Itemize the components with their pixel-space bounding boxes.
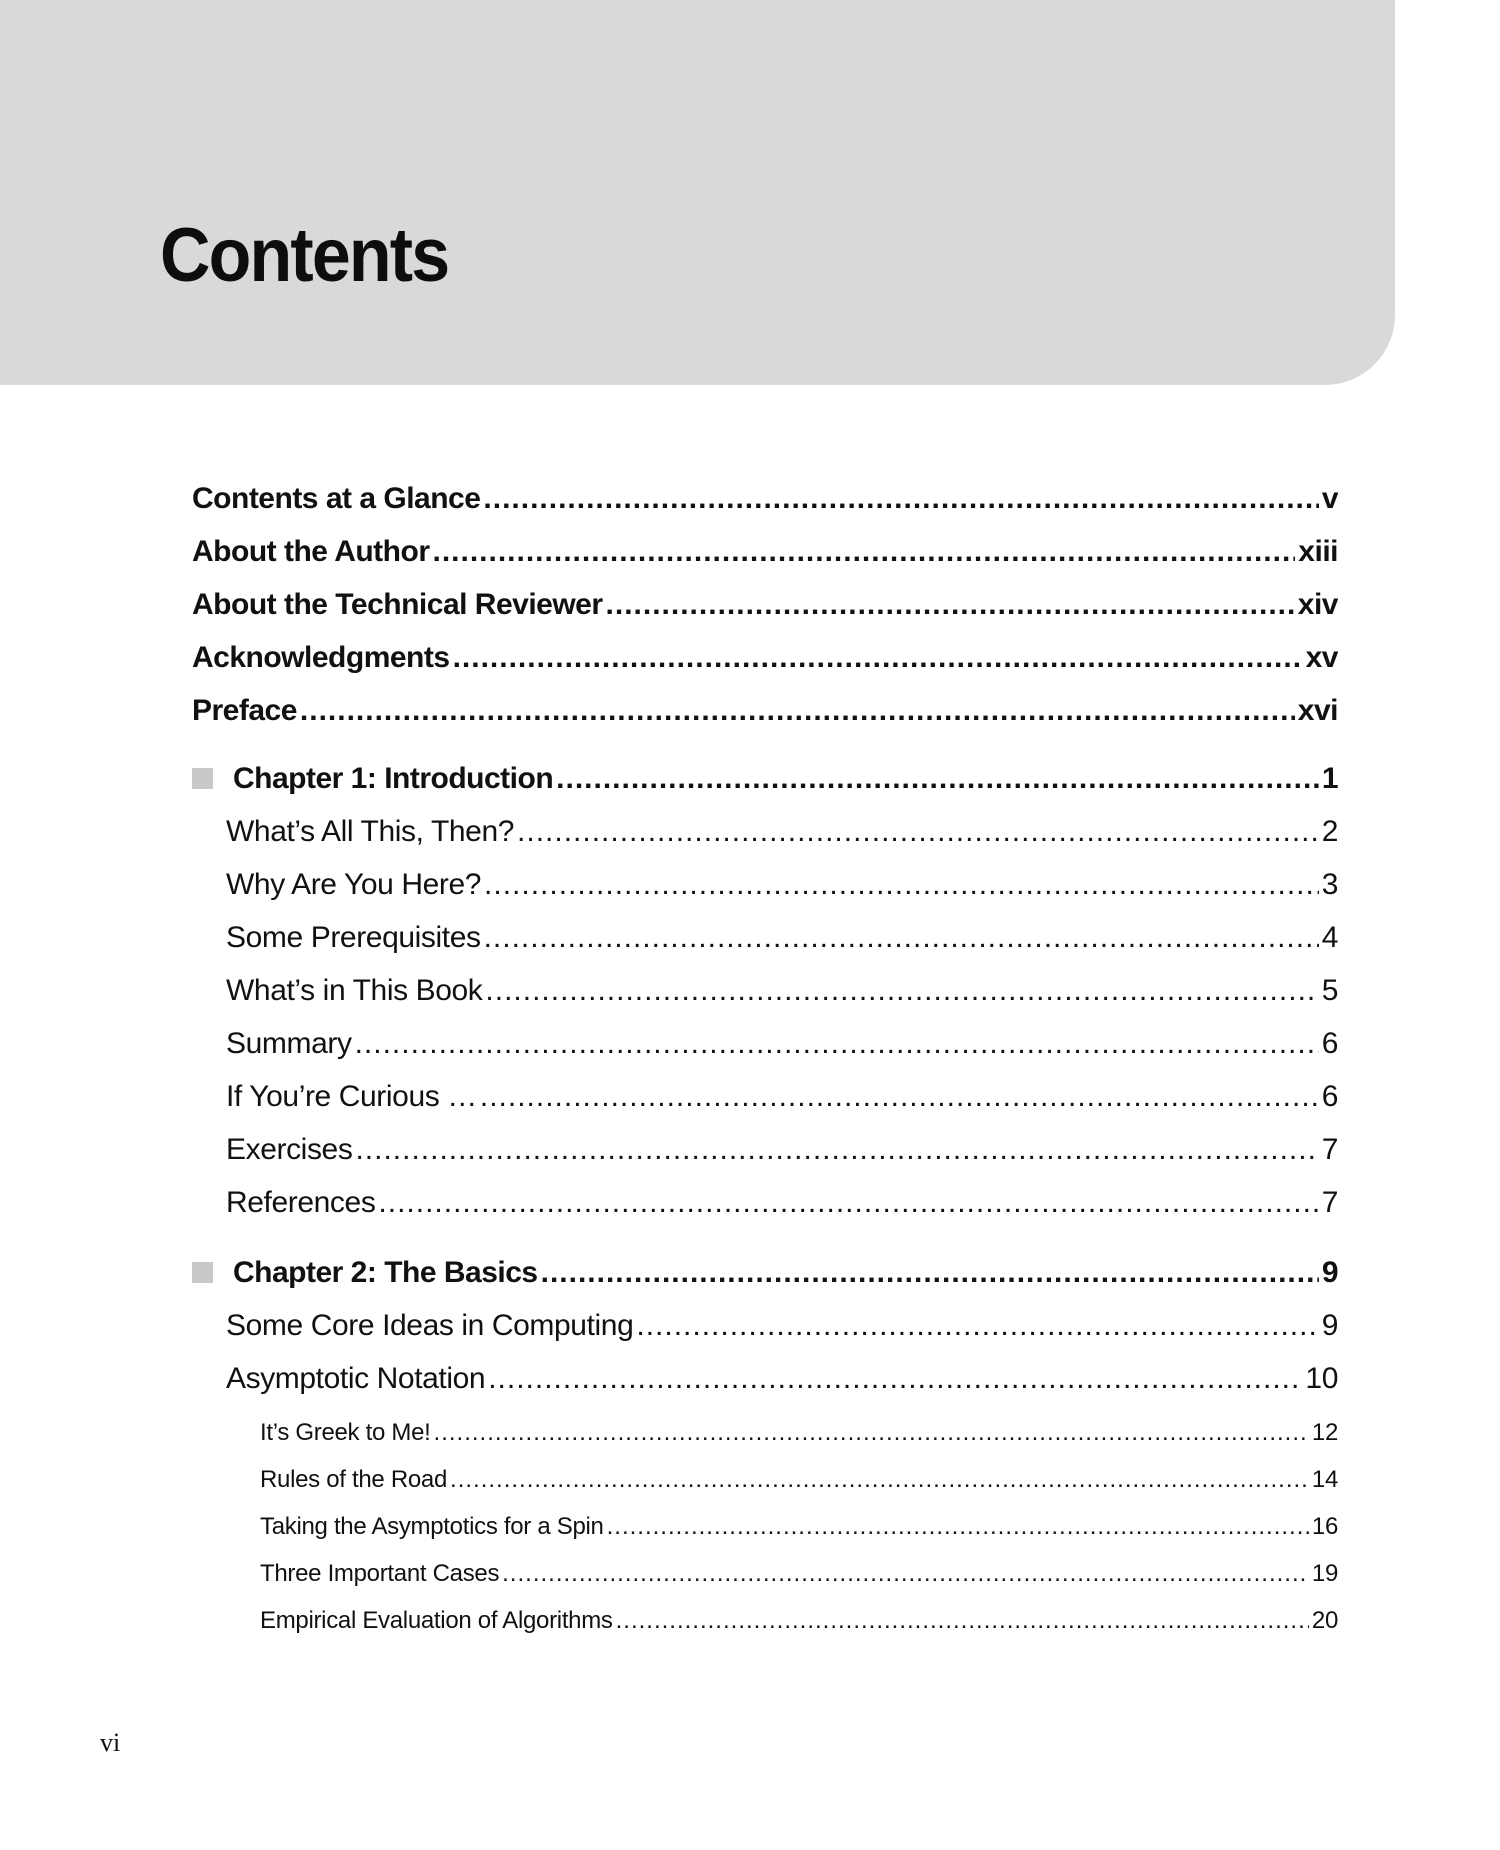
dot-leader <box>607 1503 1309 1550</box>
subsection-title: Three Important Cases <box>260 1560 500 1587</box>
toc-entry-about-the-technical-reviewer[interactable] <box>192 578 1338 631</box>
page-folio: vi <box>100 1728 121 1757</box>
toc-entry-subsection[interactable] <box>192 1503 1338 1550</box>
entry-title: About the Author <box>192 535 430 568</box>
section-title: What’s in This Book <box>226 974 483 1007</box>
entry-page-number: 16 <box>1311 1513 1338 1540</box>
toc-entry-section[interactable] <box>192 1123 1338 1176</box>
entry-page-number: 5 <box>1321 974 1338 1007</box>
entry-page-number: 1 <box>1321 762 1338 795</box>
dot-leader <box>616 1597 1309 1644</box>
toc-entry-section[interactable] <box>192 805 1338 858</box>
chapter-marker-square <box>192 1262 213 1283</box>
entry-page-number: 6 <box>1321 1027 1338 1060</box>
toc-entry-section[interactable] <box>192 964 1338 1017</box>
dot-leader <box>480 1070 1319 1123</box>
entry-page-number: 9 <box>1321 1309 1338 1342</box>
subsection-title: Taking the Asymptotics for a Spin <box>260 1513 604 1540</box>
toc-entry-subsection[interactable] <box>192 1550 1338 1597</box>
toc-entry-section[interactable] <box>192 1299 1338 1352</box>
table-of-contents <box>192 472 1338 1644</box>
toc-entry-acknowledgments[interactable] <box>192 631 1338 684</box>
dot-leader <box>484 911 1319 964</box>
entry-page-number: 2 <box>1321 815 1338 848</box>
dot-leader <box>450 1456 1309 1503</box>
section-title: Some Prerequisites <box>226 921 481 954</box>
dot-leader <box>484 858 1319 911</box>
chapter-title: Chapter 1: Introduction <box>233 762 554 795</box>
dot-leader <box>378 1176 1318 1229</box>
entry-page-number: 4 <box>1321 921 1338 954</box>
entry-page-number: 10 <box>1305 1362 1338 1395</box>
page-title: Contents <box>160 213 449 298</box>
toc-entry-contents-at-a-glance[interactable] <box>192 472 1338 525</box>
entry-page-number: 7 <box>1321 1186 1338 1219</box>
dot-leader <box>485 964 1318 1017</box>
entry-page-number: 12 <box>1311 1419 1338 1446</box>
entry-page-number: 9 <box>1321 1256 1338 1289</box>
dot-leader <box>483 472 1318 525</box>
section-title: If You’re Curious … <box>226 1080 477 1113</box>
dot-leader <box>502 1550 1309 1597</box>
entry-title: About the Technical Reviewer <box>192 588 603 621</box>
toc-entry-about-the-author[interactable] <box>192 525 1338 578</box>
header-band <box>0 0 1395 385</box>
subsection-title: Empirical Evaluation of Algorithms <box>260 1607 613 1634</box>
section-title: Why Are You Here? <box>226 868 482 901</box>
section-title: References <box>226 1186 376 1219</box>
dot-leader <box>517 805 1319 858</box>
entry-page-number: 14 <box>1311 1466 1338 1493</box>
entry-page-number: 3 <box>1321 868 1338 901</box>
entry-page-number: xiii <box>1298 535 1338 568</box>
toc-entry-preface[interactable] <box>192 684 1338 737</box>
toc-entry-section[interactable] <box>192 911 1338 964</box>
entry-title: Preface <box>192 694 297 727</box>
dot-leader <box>636 1299 1318 1352</box>
entry-title: Contents at a Glance <box>192 482 481 515</box>
toc-entry-section[interactable] <box>192 1017 1338 1070</box>
section-title: Exercises <box>226 1133 353 1166</box>
section-title: What’s All This, Then? <box>226 815 515 848</box>
chapter-marker-square <box>192 768 213 789</box>
toc-entry-subsection[interactable] <box>192 1597 1338 1644</box>
dot-leader <box>541 1246 1319 1299</box>
dot-leader <box>453 631 1303 684</box>
toc-entry-subsection[interactable] <box>192 1456 1338 1503</box>
dot-leader <box>488 1352 1302 1405</box>
entry-title: Acknowledgments <box>192 641 450 674</box>
dot-leader <box>606 578 1295 631</box>
section-title: Summary <box>226 1027 352 1060</box>
entry-page-number: xv <box>1305 641 1338 674</box>
toc-entry-section[interactable] <box>192 1352 1338 1405</box>
toc-entry-chapter-1[interactable] <box>192 752 1338 805</box>
toc-entry-chapter-2[interactable] <box>192 1246 1338 1299</box>
entry-page-number: 6 <box>1321 1080 1338 1113</box>
entry-page-number: xvi <box>1297 694 1338 727</box>
subsection-title: It’s Greek to Me! <box>260 1419 431 1446</box>
dot-leader <box>300 684 1295 737</box>
toc-entry-section[interactable] <box>192 858 1338 911</box>
dot-leader <box>433 525 1296 578</box>
dot-leader <box>355 1123 1318 1176</box>
entry-page-number: 7 <box>1321 1133 1338 1166</box>
chapter-title: Chapter 2: The Basics <box>233 1256 538 1289</box>
dot-leader <box>355 1017 1319 1070</box>
toc-entry-section[interactable] <box>192 1070 1338 1123</box>
section-title: Some Core Ideas in Computing <box>226 1309 634 1342</box>
toc-entry-section[interactable] <box>192 1176 1338 1229</box>
entry-page-number: xiv <box>1297 588 1338 621</box>
entry-page-number: 20 <box>1311 1607 1338 1634</box>
entry-page-number: 19 <box>1311 1560 1338 1587</box>
dot-leader <box>434 1409 1309 1456</box>
section-title: Asymptotic Notation <box>226 1362 486 1395</box>
toc-entry-subsection[interactable] <box>192 1409 1338 1456</box>
entry-page-number: v <box>1321 482 1338 515</box>
dot-leader <box>556 752 1319 805</box>
subsection-title: Rules of the Road <box>260 1466 448 1493</box>
